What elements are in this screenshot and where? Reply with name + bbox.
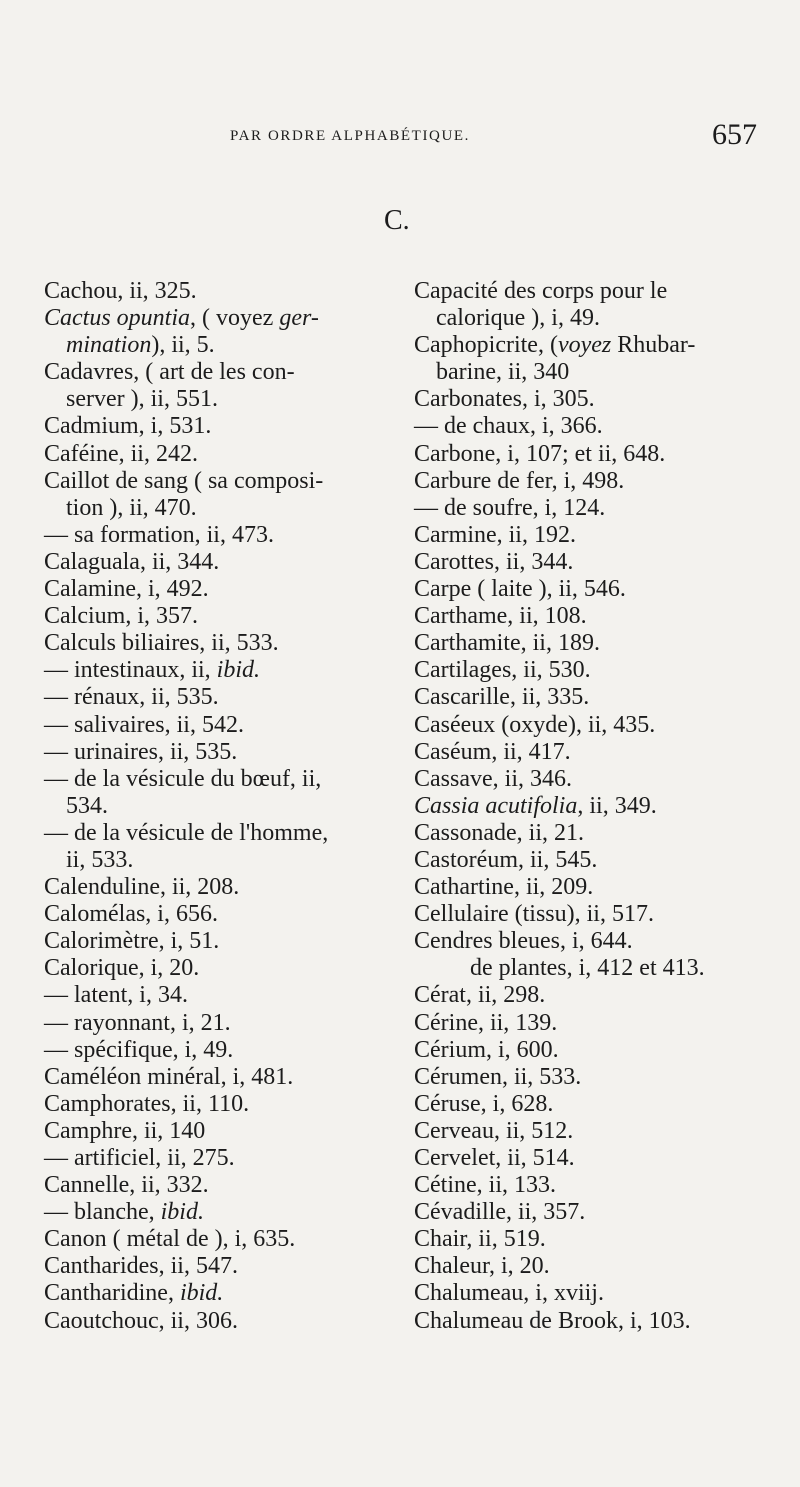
- index-entry: Caillot de sang ( sa composi-: [44, 467, 324, 494]
- index-entry: Chalumeau, i, xviij.: [414, 1280, 604, 1307]
- index-entry: Cévadille, ii, 357.: [414, 1199, 586, 1226]
- index-entry: Calenduline, ii, 208.: [44, 874, 240, 901]
- index-entry: Capacité des corps pour le: [414, 278, 668, 304]
- index-entry: Caséum, ii, 417.: [414, 738, 571, 765]
- index-entry: Carpe ( laite ), ii, 546.: [414, 576, 626, 603]
- index-entry: Camphorates, ii, 110.: [44, 1090, 250, 1117]
- index-subentry: — artificiel, ii, 275.: [44, 1145, 235, 1171]
- index-entry: Cartilages, ii, 530.: [414, 657, 591, 684]
- index-entry: Caphopicrite, (voyez Rhubar-: [414, 332, 696, 359]
- index-entry: Camphre, ii, 140: [44, 1117, 206, 1144]
- index-entry: Castoréum, ii, 545.: [414, 846, 598, 873]
- index-subentry: — salivaires, ii, 542.: [44, 711, 244, 738]
- index-entry: Cassave, ii, 346.: [414, 765, 572, 792]
- index-entry: Calcium, i, 357.: [44, 603, 198, 630]
- index-entry: Cadmium, i, 531.: [44, 413, 212, 440]
- page-number: 657: [712, 118, 757, 151]
- index-entry: Caféine, ii, 242.: [44, 440, 198, 467]
- index-entry: Cérumen, ii, 533.: [414, 1063, 582, 1090]
- index-entry: Calculs biliaires, ii, 533.: [44, 630, 279, 657]
- index-entry: Chair, ii, 519.: [414, 1226, 546, 1253]
- index-entry: Cassonade, ii, 21.: [414, 819, 584, 846]
- index-entry-continuation: ii, 533.: [66, 846, 134, 873]
- index-entry: Chalumeau de Brook, i, 103.: [414, 1307, 691, 1334]
- index-entry: Céruse, i, 628.: [414, 1090, 554, 1117]
- index-entry: Cellulaire (tissu), ii, 517.: [414, 901, 654, 928]
- index-entry: Cérium, i, 600.: [414, 1036, 559, 1063]
- index-subentry: — rénaux, ii, 535.: [44, 684, 219, 711]
- index-subentry: — blanche, ibid.: [44, 1199, 204, 1226]
- index-entry: Canon ( métal de ), i, 635.: [44, 1226, 296, 1253]
- index-entry: Calomélas, i, 656.: [44, 901, 218, 928]
- index-column-left: [44, 278, 389, 1335]
- index-entry: Cendres bleues, i, 644.: [414, 928, 633, 955]
- running-head: PAR ORDRE ALPHABÉTIQUE.: [230, 128, 471, 144]
- index-subentry: — latent, i, 34.: [44, 982, 188, 1009]
- index-subentry: — rayonnant, i, 21.: [44, 1009, 231, 1036]
- index-entry: Calamine, i, 492.: [44, 576, 209, 603]
- index-entry: Chaleur, i, 20.: [414, 1253, 550, 1280]
- index-subentry: — spécifique, i, 49.: [44, 1036, 234, 1063]
- index-entry: Caméléon minéral, i, 481.: [44, 1063, 294, 1090]
- section-letter: C.: [384, 205, 410, 236]
- index-entry-continuation: tion ), ii, 470.: [66, 494, 197, 521]
- index-entry-continuation: calorique ), i, 49.: [436, 305, 600, 332]
- index-entry: Carbonates, i, 305.: [414, 386, 595, 413]
- index-entry: Cérat, ii, 298.: [414, 982, 546, 1009]
- index-subentry: — sa formation, ii, 473.: [44, 521, 274, 548]
- index-entry-continuation: barine, ii, 340: [436, 359, 570, 386]
- index-entry: Cétine, ii, 133.: [414, 1172, 556, 1199]
- index-entry: Cantharides, ii, 547.: [44, 1253, 238, 1280]
- index-entry: Cantharidine, ibid.: [44, 1280, 224, 1307]
- index-subentry: de plantes, i, 412 et 413.: [470, 955, 705, 982]
- index-entry: Carthame, ii, 108.: [414, 603, 587, 630]
- index-entry-continuation: server ), ii, 551.: [66, 386, 218, 413]
- index-entry: Cachou, ii, 325.: [44, 278, 197, 304]
- index-entry: Carmine, ii, 192.: [414, 521, 576, 548]
- index-entry: Cannelle, ii, 332.: [44, 1172, 209, 1199]
- index-entry: Caséeux (oxyde), ii, 435.: [414, 711, 656, 738]
- index-subentry: — urinaires, ii, 535.: [44, 738, 238, 765]
- index-subentry: — de soufre, i, 124.: [414, 494, 606, 521]
- index-entry: Cervelet, ii, 514.: [414, 1145, 575, 1171]
- index-entry: Cactus opuntia, ( voyez ger-: [44, 305, 319, 332]
- index-entry: Carthamite, ii, 189.: [414, 630, 600, 657]
- index-subentry: — de la vésicule de l'homme,: [44, 819, 329, 846]
- index-entry: Cathartine, ii, 209.: [414, 874, 594, 901]
- index-subentry: — de chaux, i, 366.: [414, 413, 603, 440]
- index-subentry: — de la vésicule du bœuf, ii,: [44, 765, 322, 792]
- index-entry: Carbone, i, 107; et ii, 648.: [414, 440, 666, 467]
- index-entry-continuation: 534.: [66, 792, 108, 819]
- index-entry: Calaguala, ii, 344.: [44, 548, 220, 575]
- index-entry-continuation: mination), ii, 5.: [66, 332, 215, 359]
- index-entry: Cadavres, ( art de les con-: [44, 359, 295, 386]
- index-entry: Caoutchouc, ii, 306.: [44, 1307, 238, 1334]
- index-entry: Carottes, ii, 344.: [414, 548, 574, 575]
- index-entry: Calorimètre, i, 51.: [44, 928, 220, 955]
- index-entry: Calorique, i, 20.: [44, 955, 200, 982]
- index-column-right: [414, 278, 766, 1335]
- index-entry: Cerveau, ii, 512.: [414, 1117, 574, 1144]
- index-entry: Cassia acutifolia, ii, 349.: [414, 792, 657, 819]
- index-subentry: — intestinaux, ii, ibid.: [44, 657, 260, 684]
- index-entry: Cérine, ii, 139.: [414, 1009, 558, 1036]
- index-entry: Cascarille, ii, 335.: [414, 684, 590, 711]
- index-entry: Carbure de fer, i, 498.: [414, 467, 625, 494]
